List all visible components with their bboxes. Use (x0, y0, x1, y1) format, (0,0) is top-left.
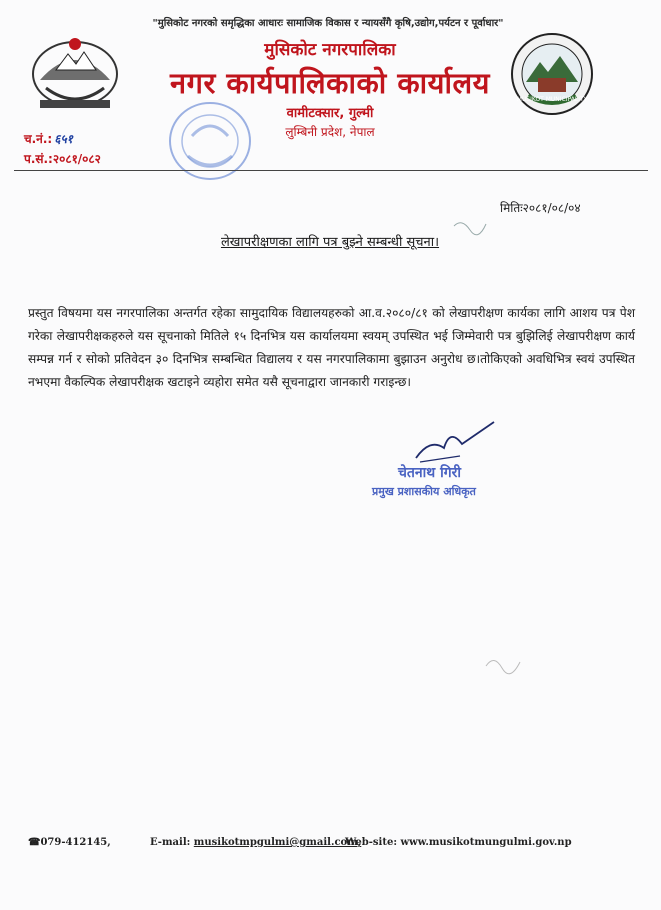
reference-number-label: च.नं.: (24, 132, 53, 146)
address-line-1: वामीटक्सार, गुल्मी (286, 106, 374, 121)
nepal-emblem-logo (26, 30, 124, 114)
footer-email (150, 837, 361, 848)
letter-subject-text: लेखापरीक्षणका लागि पत्र बुझ्ने सम्बन्धी सूचना। (220, 235, 440, 250)
letter-body: प्रस्तुत विषयमा यस नगरपालिका अन्तर्गत रहेका सामुदायिक विद्यालयहरुको आ.व.२०८०/८१ को लेखापरीक्षण कार्यका लागि आशय पत्र पेश गरेका लेखापरीक्षकहरुले यस सूचनाको मितिले १५ दिनभित्र यस कार्यालयमा स्वयम् उपस्थित भई जिम्मेवारी पत्र बुझिलिई लेखापरीक्षण कार्य सम्पन्न गर्न र सोको प्रतिवेदन ३० दिनभित्र सम्बन्धित विद्यालय र यस नगरपालिकामा बुझाउन अनुरोध छ।तोकिएको अवधिभित्र स्वयं उपस्थित नभएमा वैकल्पिक लेखापरीक्षक खटाइने व्यहोरा समेत यसै सूचनाद्वारा जानकारी गराइन्छ। (28, 306, 635, 389)
fiscal-year: प.सं.:२०८१/०८२ (24, 152, 101, 166)
faint-mark (480, 648, 530, 678)
reference-number-value: ६५१ (54, 132, 73, 146)
letter-subject (90, 232, 570, 250)
footer-website-label: Web-site: (345, 837, 401, 848)
office-name: नगर कार्यपालिकाको कार्यालय (170, 66, 490, 100)
header-divider (14, 170, 648, 171)
letterhead-motto: "मुसिकोट नगरको समृद्धिका आधारः सामाजिक विकास र न्यायसँगै कृषि,उद्योग,पर्यटन र पूर्वाधार" (152, 18, 504, 29)
municipality-name: मुसिकोट नगरपालिका (264, 40, 396, 60)
reference-number (24, 130, 73, 147)
signatory-name: चेतनाथ गिरी (398, 465, 461, 481)
letter-date: मितिः२०८१/०८/०४ (500, 201, 581, 215)
signatory-title: प्रमुख प्रशासकीय अधिकृत (372, 485, 476, 498)
footer-phone: ☎079-412145, (28, 837, 111, 848)
right-logo-label: MUSIKOT MUNICIPALITY (516, 96, 588, 103)
address-line-2: लुम्बिनी प्रदेश, नेपाल (285, 125, 375, 139)
footer-website (345, 837, 572, 848)
footer-website-link[interactable]: www.musikotmungulmi.gov.np (400, 837, 572, 848)
office-stamp (162, 96, 258, 186)
signature-mark (410, 418, 500, 468)
footer-email-link[interactable]: musikotmpgulmi@gmail.com, (193, 837, 362, 848)
footer-email-label: E-mail: (150, 837, 194, 848)
